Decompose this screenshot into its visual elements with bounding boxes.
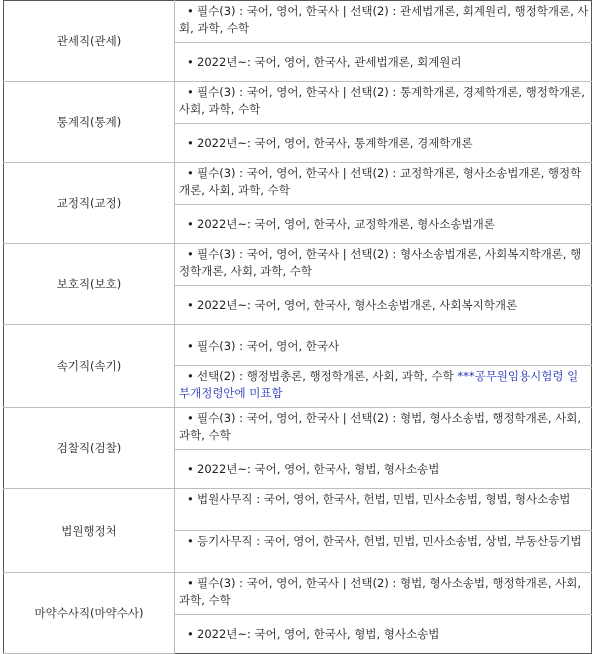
subject-text: 필수(3) : 국어, 영어, 한국사 | 선택(2) : 형법, 형사소송법, 행정학개론, 사회, 과학, 수학 [179, 411, 582, 442]
job-name-cell: 속기직(속기) [4, 325, 175, 408]
subject-text: 2022년~: 국어, 영어, 한국사, 교정학개론, 형사소송법개론 [197, 216, 495, 231]
bullet-icon: • [187, 338, 194, 353]
bullet-icon: • [187, 216, 194, 231]
bullet-icon: • [187, 54, 194, 69]
subject-cell [175, 1, 592, 43]
bullet-icon: • [187, 492, 194, 506]
bullet-icon: • [187, 297, 194, 312]
job-name-cell: 법원행정처 [4, 489, 175, 573]
subject-text: 필수(3) : 국어, 영어, 한국사 | 선택(2) : 교정학개론, 형사소송법개론, 행정학개론, 사회, 과학, 수학 [179, 166, 582, 197]
table-row [4, 408, 592, 450]
bullet-icon: • [187, 247, 194, 261]
bullet-icon: • [187, 369, 194, 383]
job-name-cell: 교정직(교정) [4, 163, 175, 244]
subject-cell [175, 286, 592, 325]
subject-cell [175, 408, 592, 450]
table-row [4, 325, 592, 366]
subject-cell [175, 244, 592, 286]
subject-cell [175, 615, 592, 654]
subject-cell [175, 124, 592, 163]
subject-cell [175, 163, 592, 205]
job-name-cell: 마약수사직(마약수사) [4, 573, 175, 654]
note-text: ***공무원임용시험령 일부개정령안에 미표함 [179, 369, 579, 400]
subject-text: 2022년~: 국어, 영어, 한국사, 형법, 형사소송법 [197, 461, 440, 476]
table-row [4, 573, 592, 615]
job-name-cell: 관세직(관세) [4, 1, 175, 82]
bullet-icon: • [187, 576, 194, 590]
bullet-icon: • [187, 461, 194, 476]
subject-text: 필수(3) : 국어, 영어, 한국사 | 선택(2) : 관세법개론, 회계원리, 행정학개론, 사회, 과학, 수학 [179, 4, 589, 35]
subject-text: 2022년~: 국어, 영어, 한국사, 관세법개론, 회계원리 [197, 54, 462, 69]
subject-text: 선택(2) : 행정법총론, 행정학개론, 사회, 과학, 수학 [197, 369, 458, 383]
table-row [4, 82, 592, 124]
subject-text: 필수(3) : 국어, 영어, 한국사 [197, 338, 340, 353]
table-row [4, 489, 592, 531]
exam-subjects-table [3, 0, 592, 654]
subject-text: 2022년~: 국어, 영어, 한국사, 통계학개론, 경제학개론 [197, 135, 473, 150]
subject-cell [175, 325, 592, 366]
subject-cell [175, 43, 592, 82]
subject-cell [175, 205, 592, 244]
table-row [4, 244, 592, 286]
subject-text: 필수(3) : 국어, 영어, 한국사 | 선택(2) : 형사소송법개론, 사회복지학개론, 행정학개론, 사회, 과학, 수학 [179, 247, 582, 278]
table-row [4, 163, 592, 205]
bullet-icon: • [187, 166, 194, 180]
subject-text: 2022년~: 국어, 영어, 한국사, 형사소송법개론, 사회복지학개론 [197, 297, 518, 312]
subject-cell [175, 489, 592, 531]
subject-text: 2022년~: 국어, 영어, 한국사, 형법, 형사소송법 [197, 626, 440, 641]
bullet-icon: • [187, 534, 194, 548]
subject-text: 등기사무직 : 국어, 영어, 한국사, 헌법, 민법, 민사소송법, 상법, 부동산등기법 [197, 534, 582, 548]
subject-cell [175, 82, 592, 124]
bullet-icon: • [187, 411, 194, 425]
job-name-cell: 통계직(통계) [4, 82, 175, 163]
bullet-icon: • [187, 135, 194, 150]
bullet-icon: • [187, 85, 194, 99]
subject-cell [175, 531, 592, 573]
subject-cell [175, 573, 592, 615]
subject-text: 필수(3) : 국어, 영어, 한국사 | 선택(2) : 통계학개론, 경제학개론, 행정학개론, 사회, 과학, 수학 [179, 85, 585, 116]
subject-text: 필수(3) : 국어, 영어, 한국사 | 선택(2) : 형법, 형사소송법, 행정학개론, 사회, 과학, 수학 [179, 576, 582, 607]
bullet-icon: • [187, 626, 194, 641]
table-row [4, 1, 592, 43]
subject-cell [175, 450, 592, 489]
bullet-icon: • [187, 4, 194, 18]
subject-text: 법원사무직 : 국어, 영어, 한국사, 헌법, 민법, 민사소송법, 형법, 형사소송법 [197, 492, 571, 506]
job-name-cell: 검찰직(검찰) [4, 408, 175, 489]
subject-cell [175, 366, 592, 408]
job-name-cell: 보호직(보호) [4, 244, 175, 325]
